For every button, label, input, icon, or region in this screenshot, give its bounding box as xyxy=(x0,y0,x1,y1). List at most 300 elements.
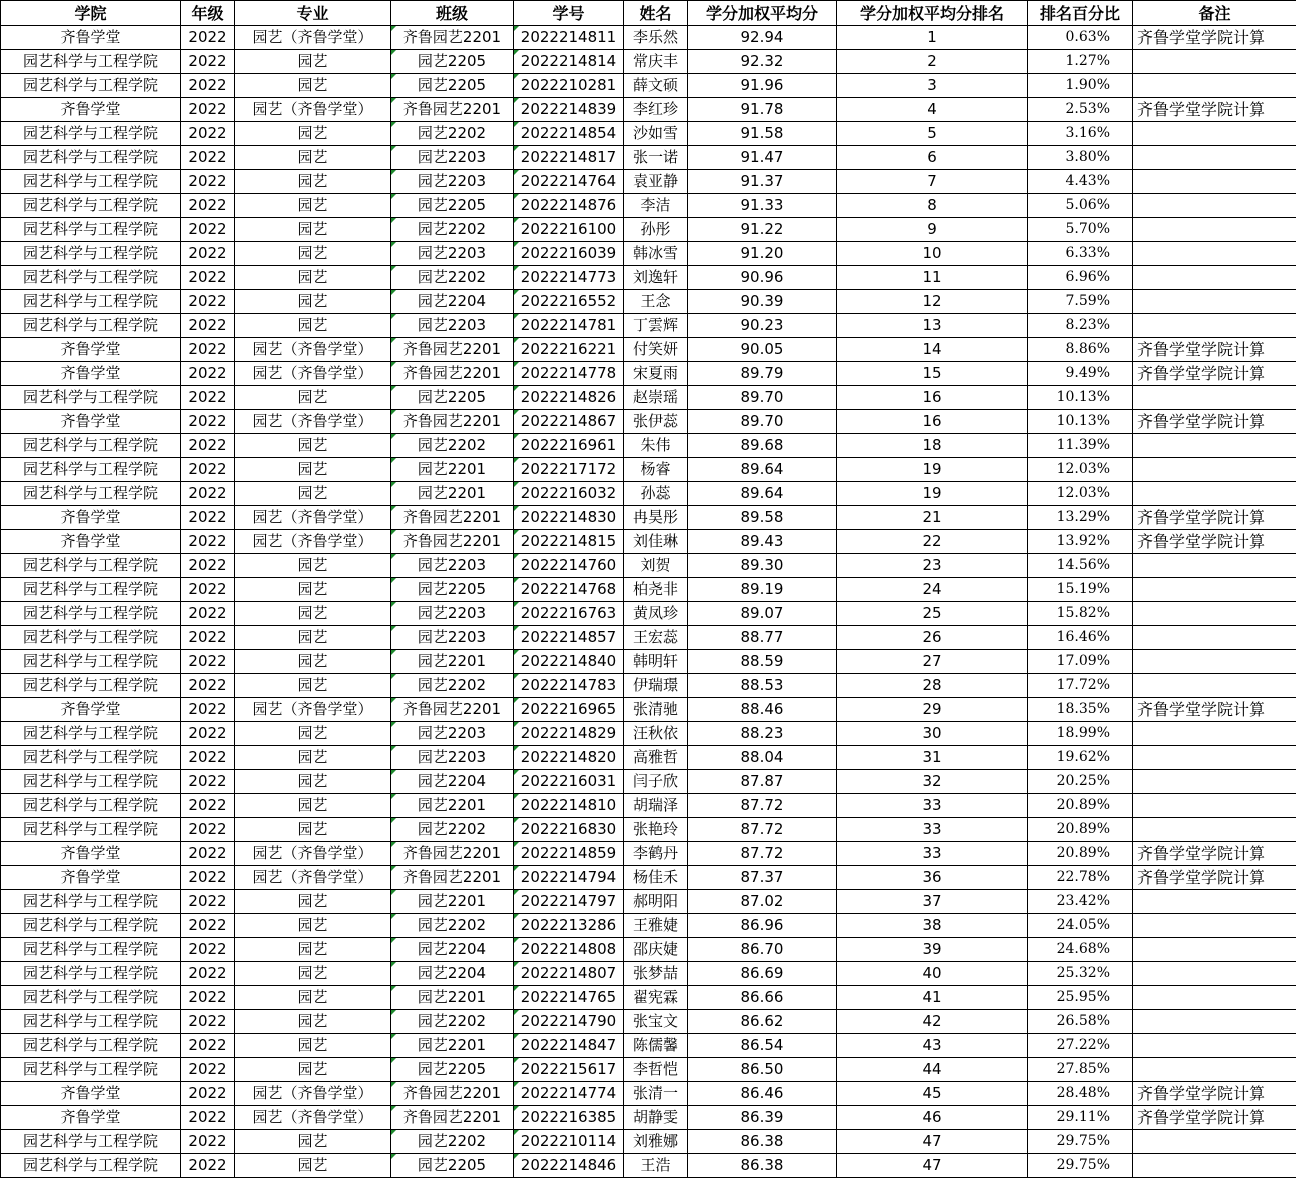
name-cell: 孙彤 xyxy=(624,218,688,242)
major-cell: 园艺 xyxy=(235,746,391,770)
name-cell: 李哲恺 xyxy=(624,1058,688,1082)
class-cell: 园艺2205 xyxy=(391,386,514,410)
major-cell: 园艺（齐鲁学堂） xyxy=(235,698,391,722)
class-cell: 园艺2204 xyxy=(391,938,514,962)
college-cell: 园艺科学与工程学院 xyxy=(1,146,181,170)
name-cell: 张宝文 xyxy=(624,1010,688,1034)
col-header-student-id: 学号 xyxy=(514,1,624,26)
class-cell: 园艺2205 xyxy=(391,578,514,602)
grade-cell: 2022 xyxy=(181,122,235,146)
name-cell: 陈儒馨 xyxy=(624,1034,688,1058)
college-cell: 齐鲁学堂 xyxy=(1,338,181,362)
remark-cell xyxy=(1133,290,1296,314)
major-cell: 园艺 xyxy=(235,1130,391,1154)
major-cell: 园艺 xyxy=(235,1058,391,1082)
student-id-cell: 2022214807 xyxy=(514,962,624,986)
rank-cell: 44 xyxy=(837,1058,1028,1082)
name-cell: 沙如雪 xyxy=(624,122,688,146)
name-cell: 胡瑞泽 xyxy=(624,794,688,818)
class-cell: 园艺2201 xyxy=(391,890,514,914)
college-cell: 园艺科学与工程学院 xyxy=(1,1058,181,1082)
rank-percent-cell: 12.03% xyxy=(1028,482,1133,506)
name-cell: 王宏蕊 xyxy=(624,626,688,650)
col-header-major: 专业 xyxy=(235,1,391,26)
major-cell: 园艺（齐鲁学堂） xyxy=(235,842,391,866)
college-cell: 园艺科学与工程学院 xyxy=(1,674,181,698)
weighted-average-cell: 88.77 xyxy=(688,626,837,650)
table-row xyxy=(1,1130,1296,1154)
rank-cell: 29 xyxy=(837,698,1028,722)
student-id-cell: 2022214778 xyxy=(514,362,624,386)
class-cell: 齐鲁园艺2201 xyxy=(391,362,514,386)
grade-cell: 2022 xyxy=(181,674,235,698)
college-cell: 园艺科学与工程学院 xyxy=(1,914,181,938)
table-row xyxy=(1,170,1296,194)
rank-percent-cell: 6.33% xyxy=(1028,242,1133,266)
table-row xyxy=(1,602,1296,626)
weighted-average-cell: 91.33 xyxy=(688,194,837,218)
rank-percent-cell: 8.23% xyxy=(1028,314,1133,338)
name-cell: 赵崇瑶 xyxy=(624,386,688,410)
grade-cell: 2022 xyxy=(181,1082,235,1106)
major-cell: 园艺 xyxy=(235,314,391,338)
rank-percent-cell: 20.25% xyxy=(1028,770,1133,794)
remark-cell xyxy=(1133,1034,1296,1058)
college-cell: 园艺科学与工程学院 xyxy=(1,794,181,818)
college-cell: 园艺科学与工程学院 xyxy=(1,938,181,962)
rank-percent-cell: 27.85% xyxy=(1028,1058,1133,1082)
name-cell: 刘逸轩 xyxy=(624,266,688,290)
college-cell: 齐鲁学堂 xyxy=(1,98,181,122)
college-cell: 园艺科学与工程学院 xyxy=(1,242,181,266)
rank-cell: 45 xyxy=(837,1082,1028,1106)
rank-percent-cell: 15.19% xyxy=(1028,578,1133,602)
student-id-cell: 2022214764 xyxy=(514,170,624,194)
grade-cell: 2022 xyxy=(181,458,235,482)
grade-cell: 2022 xyxy=(181,194,235,218)
col-header-rank: 学分加权平均分排名 xyxy=(837,1,1028,26)
rank-percent-cell: 13.92% xyxy=(1028,530,1133,554)
name-cell: 郝明阳 xyxy=(624,890,688,914)
name-cell: 王念 xyxy=(624,290,688,314)
name-cell: 王浩 xyxy=(624,1154,688,1178)
weighted-average-cell: 86.38 xyxy=(688,1130,837,1154)
table-row xyxy=(1,914,1296,938)
grade-cell: 2022 xyxy=(181,986,235,1010)
major-cell: 园艺（齐鲁学堂） xyxy=(235,1082,391,1106)
major-cell: 园艺 xyxy=(235,386,391,410)
remark-cell: 齐鲁学堂学院计算 xyxy=(1133,1106,1296,1130)
class-cell: 园艺2203 xyxy=(391,602,514,626)
remark-cell xyxy=(1133,890,1296,914)
table-row xyxy=(1,554,1296,578)
major-cell: 园艺（齐鲁学堂） xyxy=(235,26,391,50)
grade-cell: 2022 xyxy=(181,698,235,722)
student-id-cell: 2022214760 xyxy=(514,554,624,578)
class-cell: 园艺2204 xyxy=(391,290,514,314)
remark-cell xyxy=(1133,314,1296,338)
student-id-cell: 2022214768 xyxy=(514,578,624,602)
major-cell: 园艺 xyxy=(235,482,391,506)
weighted-average-cell: 87.72 xyxy=(688,794,837,818)
grade-cell: 2022 xyxy=(181,914,235,938)
class-cell: 园艺2203 xyxy=(391,146,514,170)
name-cell: 张清一 xyxy=(624,1082,688,1106)
weighted-average-cell: 87.72 xyxy=(688,818,837,842)
name-cell: 李乐然 xyxy=(624,26,688,50)
rank-cell: 10 xyxy=(837,242,1028,266)
name-cell: 王雅婕 xyxy=(624,914,688,938)
student-id-cell: 2022214808 xyxy=(514,938,624,962)
rank-cell: 24 xyxy=(837,578,1028,602)
remark-cell xyxy=(1133,722,1296,746)
rank-percent-cell: 17.72% xyxy=(1028,674,1133,698)
student-id-cell: 2022214815 xyxy=(514,530,624,554)
major-cell: 园艺 xyxy=(235,458,391,482)
major-cell: 园艺 xyxy=(235,1010,391,1034)
grade-cell: 2022 xyxy=(181,962,235,986)
class-cell: 园艺2201 xyxy=(391,458,514,482)
grade-cell: 2022 xyxy=(181,842,235,866)
name-cell: 黄凤珍 xyxy=(624,602,688,626)
weighted-average-cell: 89.68 xyxy=(688,434,837,458)
remark-cell xyxy=(1133,554,1296,578)
table-row xyxy=(1,122,1296,146)
rank-cell: 28 xyxy=(837,674,1028,698)
rank-percent-cell: 8.86% xyxy=(1028,338,1133,362)
weighted-average-cell: 90.96 xyxy=(688,266,837,290)
grade-cell: 2022 xyxy=(181,146,235,170)
remark-cell xyxy=(1133,194,1296,218)
weighted-average-cell: 91.37 xyxy=(688,170,837,194)
weighted-average-cell: 90.23 xyxy=(688,314,837,338)
grade-cell: 2022 xyxy=(181,554,235,578)
table-row xyxy=(1,962,1296,986)
rank-cell: 1 xyxy=(837,26,1028,50)
class-cell: 园艺2205 xyxy=(391,50,514,74)
class-cell: 园艺2202 xyxy=(391,914,514,938)
rank-percent-cell: 20.89% xyxy=(1028,842,1133,866)
rank-cell: 39 xyxy=(837,938,1028,962)
class-cell: 园艺2205 xyxy=(391,1154,514,1178)
name-cell: 李红珍 xyxy=(624,98,688,122)
table-row xyxy=(1,74,1296,98)
major-cell: 园艺 xyxy=(235,890,391,914)
rank-cell: 33 xyxy=(837,794,1028,818)
rank-percent-cell: 19.62% xyxy=(1028,746,1133,770)
college-cell: 园艺科学与工程学院 xyxy=(1,218,181,242)
weighted-average-cell: 87.37 xyxy=(688,866,837,890)
grade-cell: 2022 xyxy=(181,650,235,674)
name-cell: 杨佳禾 xyxy=(624,866,688,890)
class-cell: 齐鲁园艺2201 xyxy=(391,98,514,122)
rank-percent-cell: 29.75% xyxy=(1028,1130,1133,1154)
rank-cell: 22 xyxy=(837,530,1028,554)
class-cell: 园艺2203 xyxy=(391,746,514,770)
college-cell: 园艺科学与工程学院 xyxy=(1,722,181,746)
rank-cell: 2 xyxy=(837,50,1028,74)
weighted-average-cell: 89.43 xyxy=(688,530,837,554)
col-header-class: 班级 xyxy=(391,1,514,26)
weighted-average-cell: 91.47 xyxy=(688,146,837,170)
rank-percent-cell: 5.06% xyxy=(1028,194,1133,218)
class-cell: 齐鲁园艺2201 xyxy=(391,842,514,866)
class-cell: 齐鲁园艺2201 xyxy=(391,410,514,434)
college-cell: 园艺科学与工程学院 xyxy=(1,170,181,194)
rank-percent-cell: 10.13% xyxy=(1028,410,1133,434)
major-cell: 园艺 xyxy=(235,578,391,602)
student-id-cell: 2022214817 xyxy=(514,146,624,170)
grade-cell: 2022 xyxy=(181,1034,235,1058)
major-cell: 园艺 xyxy=(235,266,391,290)
table-row xyxy=(1,26,1296,50)
name-cell: 闫子欣 xyxy=(624,770,688,794)
remark-cell: 齐鲁学堂学院计算 xyxy=(1133,1082,1296,1106)
rank-percent-cell: 10.13% xyxy=(1028,386,1133,410)
student-id-cell: 2022214774 xyxy=(514,1082,624,1106)
college-cell: 园艺科学与工程学院 xyxy=(1,50,181,74)
student-id-cell: 2022214820 xyxy=(514,746,624,770)
student-id-cell: 2022214854 xyxy=(514,122,624,146)
rank-percent-cell: 12.03% xyxy=(1028,458,1133,482)
rank-percent-cell: 27.22% xyxy=(1028,1034,1133,1058)
student-id-cell: 2022216031 xyxy=(514,770,624,794)
rank-cell: 8 xyxy=(837,194,1028,218)
class-cell: 园艺2205 xyxy=(391,1058,514,1082)
student-id-cell: 2022216385 xyxy=(514,1106,624,1130)
college-cell: 园艺科学与工程学院 xyxy=(1,1130,181,1154)
name-cell: 孙蕊 xyxy=(624,482,688,506)
name-cell: 袁亚静 xyxy=(624,170,688,194)
table-row xyxy=(1,482,1296,506)
table-row xyxy=(1,266,1296,290)
grade-cell: 2022 xyxy=(181,290,235,314)
major-cell: 园艺（齐鲁学堂） xyxy=(235,410,391,434)
grade-cell: 2022 xyxy=(181,218,235,242)
college-cell: 齐鲁学堂 xyxy=(1,698,181,722)
college-cell: 齐鲁学堂 xyxy=(1,530,181,554)
major-cell: 园艺 xyxy=(235,938,391,962)
weighted-average-cell: 87.72 xyxy=(688,842,837,866)
name-cell: 翟宪霖 xyxy=(624,986,688,1010)
rank-percent-cell: 25.32% xyxy=(1028,962,1133,986)
name-cell: 胡静雯 xyxy=(624,1106,688,1130)
class-cell: 园艺2201 xyxy=(391,650,514,674)
rank-cell: 38 xyxy=(837,914,1028,938)
major-cell: 园艺 xyxy=(235,770,391,794)
col-header-name: 姓名 xyxy=(624,1,688,26)
name-cell: 韩冰雪 xyxy=(624,242,688,266)
student-id-cell: 2022216763 xyxy=(514,602,624,626)
rank-cell: 23 xyxy=(837,554,1028,578)
weighted-average-cell: 89.19 xyxy=(688,578,837,602)
major-cell: 园艺 xyxy=(235,818,391,842)
major-cell: 园艺 xyxy=(235,914,391,938)
major-cell: 园艺 xyxy=(235,602,391,626)
remark-cell xyxy=(1133,386,1296,410)
grade-cell: 2022 xyxy=(181,530,235,554)
rank-cell: 32 xyxy=(837,770,1028,794)
weighted-average-cell: 88.53 xyxy=(688,674,837,698)
col-header-weighted-average: 学分加权平均分 xyxy=(688,1,837,26)
grade-cell: 2022 xyxy=(181,722,235,746)
table-row xyxy=(1,434,1296,458)
major-cell: 园艺（齐鲁学堂） xyxy=(235,98,391,122)
student-id-cell: 2022216039 xyxy=(514,242,624,266)
name-cell: 韩明轩 xyxy=(624,650,688,674)
class-cell: 园艺2201 xyxy=(391,482,514,506)
class-cell: 齐鲁园艺2201 xyxy=(391,698,514,722)
class-cell: 园艺2201 xyxy=(391,794,514,818)
weighted-average-cell: 86.39 xyxy=(688,1106,837,1130)
rank-cell: 42 xyxy=(837,1010,1028,1034)
table-row xyxy=(1,1010,1296,1034)
rank-percent-cell: 6.96% xyxy=(1028,266,1133,290)
grade-cell: 2022 xyxy=(181,770,235,794)
student-id-cell: 2022214847 xyxy=(514,1034,624,1058)
grade-cell: 2022 xyxy=(181,578,235,602)
weighted-average-cell: 88.46 xyxy=(688,698,837,722)
college-cell: 齐鲁学堂 xyxy=(1,1082,181,1106)
student-id-cell: 2022214797 xyxy=(514,890,624,914)
remark-cell: 齐鲁学堂学院计算 xyxy=(1133,98,1296,122)
remark-cell: 齐鲁学堂学院计算 xyxy=(1133,26,1296,50)
major-cell: 园艺 xyxy=(235,170,391,194)
college-cell: 园艺科学与工程学院 xyxy=(1,650,181,674)
major-cell: 园艺（齐鲁学堂） xyxy=(235,1106,391,1130)
rank-percent-cell: 1.90% xyxy=(1028,74,1133,98)
remark-cell xyxy=(1133,986,1296,1010)
major-cell: 园艺 xyxy=(235,986,391,1010)
remark-cell xyxy=(1133,122,1296,146)
weighted-average-cell: 86.50 xyxy=(688,1058,837,1082)
table-row xyxy=(1,650,1296,674)
rank-cell: 16 xyxy=(837,386,1028,410)
grade-cell: 2022 xyxy=(181,1130,235,1154)
rank-cell: 6 xyxy=(837,146,1028,170)
remark-cell: 齐鲁学堂学院计算 xyxy=(1133,410,1296,434)
college-cell: 园艺科学与工程学院 xyxy=(1,554,181,578)
rank-percent-cell: 13.29% xyxy=(1028,506,1133,530)
major-cell: 园艺 xyxy=(235,1034,391,1058)
major-cell: 园艺 xyxy=(235,242,391,266)
rank-percent-cell: 17.09% xyxy=(1028,650,1133,674)
rank-percent-cell: 0.63% xyxy=(1028,26,1133,50)
rank-percent-cell: 9.49% xyxy=(1028,362,1133,386)
weighted-average-cell: 88.23 xyxy=(688,722,837,746)
rank-cell: 9 xyxy=(837,218,1028,242)
weighted-average-cell: 91.58 xyxy=(688,122,837,146)
college-cell: 园艺科学与工程学院 xyxy=(1,434,181,458)
weighted-average-cell: 91.22 xyxy=(688,218,837,242)
weighted-average-cell: 92.94 xyxy=(688,26,837,50)
college-cell: 园艺科学与工程学院 xyxy=(1,482,181,506)
remark-cell: 齐鲁学堂学院计算 xyxy=(1133,530,1296,554)
college-cell: 园艺科学与工程学院 xyxy=(1,602,181,626)
rank-cell: 7 xyxy=(837,170,1028,194)
weighted-average-cell: 88.04 xyxy=(688,746,837,770)
rank-cell: 12 xyxy=(837,290,1028,314)
table-row xyxy=(1,410,1296,434)
remark-cell xyxy=(1133,50,1296,74)
college-cell: 园艺科学与工程学院 xyxy=(1,770,181,794)
college-cell: 园艺科学与工程学院 xyxy=(1,386,181,410)
name-cell: 杨睿 xyxy=(624,458,688,482)
rank-percent-cell: 14.56% xyxy=(1028,554,1133,578)
college-cell: 园艺科学与工程学院 xyxy=(1,1010,181,1034)
name-cell: 张梦喆 xyxy=(624,962,688,986)
grade-cell: 2022 xyxy=(181,1154,235,1178)
col-header-remark: 备注 xyxy=(1133,1,1296,26)
major-cell: 园艺（齐鲁学堂） xyxy=(235,506,391,530)
major-cell: 园艺 xyxy=(235,650,391,674)
rank-percent-cell: 25.95% xyxy=(1028,986,1133,1010)
major-cell: 园艺 xyxy=(235,146,391,170)
table-row xyxy=(1,770,1296,794)
grade-cell: 2022 xyxy=(181,1058,235,1082)
student-id-cell: 2022216830 xyxy=(514,818,624,842)
college-cell: 齐鲁学堂 xyxy=(1,1106,181,1130)
name-cell: 冉昊彤 xyxy=(624,506,688,530)
class-cell: 齐鲁园艺2201 xyxy=(391,1106,514,1130)
student-id-cell: 2022214829 xyxy=(514,722,624,746)
grade-cell: 2022 xyxy=(181,314,235,338)
weighted-average-cell: 86.66 xyxy=(688,986,837,1010)
name-cell: 薛文硕 xyxy=(624,74,688,98)
name-cell: 汪秋依 xyxy=(624,722,688,746)
table-row xyxy=(1,50,1296,74)
grade-cell: 2022 xyxy=(181,890,235,914)
class-cell: 园艺2204 xyxy=(391,962,514,986)
student-id-cell: 2022214846 xyxy=(514,1154,624,1178)
name-cell: 张艳玲 xyxy=(624,818,688,842)
weighted-average-cell: 89.64 xyxy=(688,458,837,482)
remark-cell xyxy=(1133,218,1296,242)
weighted-average-cell: 91.78 xyxy=(688,98,837,122)
student-id-cell: 2022214859 xyxy=(514,842,624,866)
college-cell: 园艺科学与工程学院 xyxy=(1,578,181,602)
rank-cell: 3 xyxy=(837,74,1028,98)
major-cell: 园艺 xyxy=(235,1154,391,1178)
weighted-average-cell: 89.64 xyxy=(688,482,837,506)
name-cell: 邵庆婕 xyxy=(624,938,688,962)
college-cell: 园艺科学与工程学院 xyxy=(1,290,181,314)
grade-cell: 2022 xyxy=(181,362,235,386)
grade-cell: 2022 xyxy=(181,938,235,962)
student-id-cell: 2022214781 xyxy=(514,314,624,338)
table-row xyxy=(1,1034,1296,1058)
class-cell: 园艺2202 xyxy=(391,1010,514,1034)
table-row xyxy=(1,722,1296,746)
rank-cell: 14 xyxy=(837,338,1028,362)
header-row xyxy=(1,1,1296,26)
remark-cell: 齐鲁学堂学院计算 xyxy=(1133,338,1296,362)
weighted-average-cell: 86.69 xyxy=(688,962,837,986)
name-cell: 李洁 xyxy=(624,194,688,218)
grade-cell: 2022 xyxy=(181,818,235,842)
major-cell: 园艺 xyxy=(235,74,391,98)
grade-cell: 2022 xyxy=(181,434,235,458)
student-id-cell: 2022214814 xyxy=(514,50,624,74)
college-cell: 园艺科学与工程学院 xyxy=(1,962,181,986)
name-cell: 付笑妍 xyxy=(624,338,688,362)
name-cell: 伊瑞璟 xyxy=(624,674,688,698)
major-cell: 园艺 xyxy=(235,50,391,74)
student-id-cell: 2022214876 xyxy=(514,194,624,218)
name-cell: 柏尧非 xyxy=(624,578,688,602)
major-cell: 园艺 xyxy=(235,626,391,650)
remark-cell xyxy=(1133,458,1296,482)
